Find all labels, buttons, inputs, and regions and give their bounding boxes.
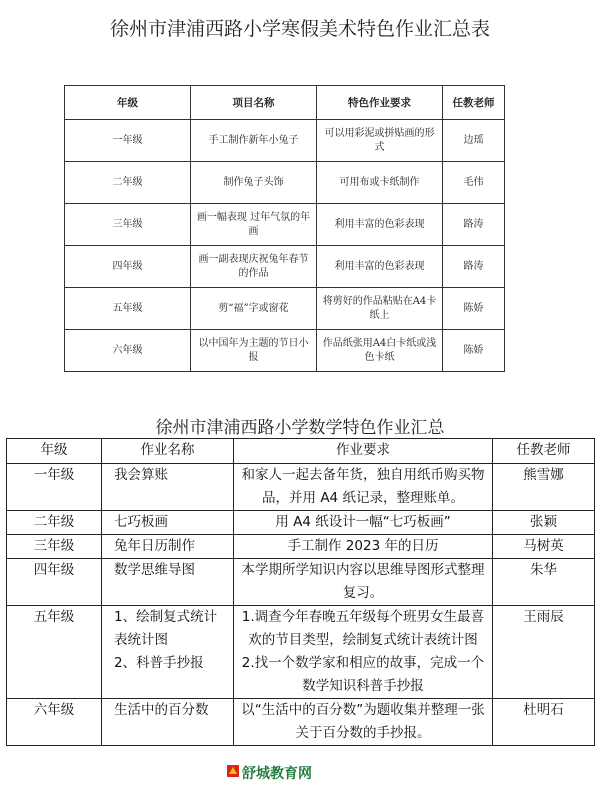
header-requirement: 作业要求 xyxy=(234,439,493,464)
header-requirement: 特色作业要求 xyxy=(317,86,443,120)
cell-requirement: 将剪好的作品粘贴在A4卡纸上 xyxy=(317,288,443,330)
cell-grade: 六年级 xyxy=(65,330,191,372)
cell-grade: 四年级 xyxy=(65,246,191,288)
math-homework-table xyxy=(6,438,595,746)
cell-grade: 三年级 xyxy=(65,204,191,246)
cell-project: 以中国年为主题的节日小报 xyxy=(191,330,317,372)
cell-grade: 五年级 xyxy=(65,288,191,330)
art-table-title: 徐州市津浦西路小学寒假美术特色作业汇总表 xyxy=(109,18,490,40)
watermark-logo-icon xyxy=(226,764,240,778)
watermark-text: 舒城教育网 xyxy=(242,766,312,782)
math-table-title: 徐州市津浦西路小学数学特色作业汇总 xyxy=(155,418,445,438)
cell-requirement: 本学期所学知识内容以思维导图形式整理复习。 xyxy=(234,559,493,606)
table-row xyxy=(65,162,505,204)
cell-requirement: 1.调查今年春晚五年级每个班男女生最喜欢的节目类型，绘制复式统计表统计图 2.找一个数学家和相应的故事，完成一个数学知识科普手抄报 xyxy=(234,606,493,699)
cell-requirement: 利用丰富的色彩表现 xyxy=(317,204,443,246)
cell-teacher: 陈娇 xyxy=(443,330,505,372)
cell-teacher: 毛伟 xyxy=(443,162,505,204)
cell-grade: 一年级 xyxy=(7,464,102,511)
header-teacher: 任教老师 xyxy=(493,439,595,464)
cell-requirement: 和家人一起去备年货，独自用纸币购买物品，并用 A4 纸记录，整理账单。 xyxy=(234,464,493,511)
cell-name: 生活中的百分数 xyxy=(102,699,234,746)
cell-teacher: 熊雪娜 xyxy=(493,464,595,511)
table-row xyxy=(7,535,595,559)
table-row xyxy=(7,606,595,699)
table-row xyxy=(7,464,595,511)
table-row xyxy=(65,204,505,246)
cell-project: 画一副表现庆祝兔年春节的作品 xyxy=(191,246,317,288)
cell-grade: 二年级 xyxy=(7,511,102,535)
cell-grade: 六年级 xyxy=(7,699,102,746)
cell-name: 七巧板画 xyxy=(102,511,234,535)
header-teacher: 任教老师 xyxy=(443,86,505,120)
cell-requirement: 以“生活中的百分数”为题收集并整理一张关于百分数的手抄报。 xyxy=(234,699,493,746)
cell-teacher: 朱华 xyxy=(493,559,595,606)
header-grade: 年级 xyxy=(7,439,102,464)
cell-requirement: 用 A4 纸设计一幅“七巧板画” xyxy=(234,511,493,535)
table-header-row xyxy=(65,86,505,120)
cell-teacher: 王雨辰 xyxy=(493,606,595,699)
cell-project: 手工制作新年小兔子 xyxy=(191,120,317,162)
table-row xyxy=(65,288,505,330)
cell-teacher: 张颖 xyxy=(493,511,595,535)
header-project: 项目名称 xyxy=(191,86,317,120)
cell-grade: 二年级 xyxy=(65,162,191,204)
cell-name: 数学思维导图 xyxy=(102,559,234,606)
cell-requirement: 可用布或卡纸制作 xyxy=(317,162,443,204)
cell-grade: 五年级 xyxy=(7,606,102,699)
table-row xyxy=(7,559,595,606)
cell-project: 剪“福”字或窗花 xyxy=(191,288,317,330)
table-row xyxy=(7,511,595,535)
table-row xyxy=(7,699,595,746)
cell-teacher: 杜明石 xyxy=(493,699,595,746)
cell-teacher: 陈娇 xyxy=(443,288,505,330)
table-row xyxy=(65,120,505,162)
cell-grade: 一年级 xyxy=(65,120,191,162)
cell-project: 制作兔子头饰 xyxy=(191,162,317,204)
art-homework-table xyxy=(64,85,505,372)
cell-teacher: 路涛 xyxy=(443,204,505,246)
cell-teacher: 边瑶 xyxy=(443,120,505,162)
cell-requirement: 可以用彩泥或拼贴画的形式 xyxy=(317,120,443,162)
cell-name: 1、绘制复式统计表统计图 2、科普手抄报 xyxy=(102,606,234,699)
cell-project: 画一幅表现 过年气氛的年画 xyxy=(191,204,317,246)
table-header-row xyxy=(7,439,595,464)
cell-requirement: 作品纸张用A4白卡纸或浅色卡纸 xyxy=(317,330,443,372)
cell-grade: 三年级 xyxy=(7,535,102,559)
cell-teacher: 马树英 xyxy=(493,535,595,559)
cell-requirement: 手工制作 2023 年的日历 xyxy=(234,535,493,559)
cell-name: 我会算账 xyxy=(102,464,234,511)
cell-grade: 四年级 xyxy=(7,559,102,606)
cell-teacher: 路涛 xyxy=(443,246,505,288)
header-name: 作业名称 xyxy=(102,439,234,464)
header-grade: 年级 xyxy=(65,86,191,120)
cell-requirement: 利用丰富的色彩表现 xyxy=(317,246,443,288)
cell-name: 兔年日历制作 xyxy=(102,535,234,559)
table-row xyxy=(65,246,505,288)
table-row xyxy=(65,330,505,372)
